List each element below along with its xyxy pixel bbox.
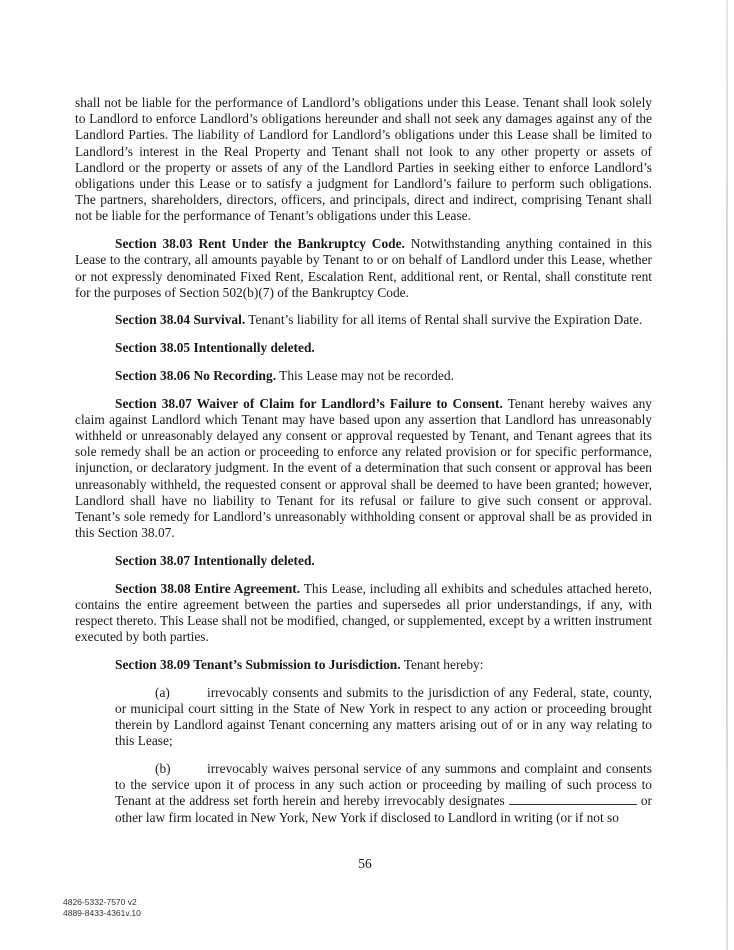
section-38-04 — [75, 312, 652, 328]
clause-body-continued: or other law firm located in New York, New York if disclosed to Landlord in writing (or if not so — [115, 793, 652, 825]
clause-body: irrevocably waives personal service of any summons and complaint and consents to the service upon it of process in any such action or proceeding by mailing of such process to Tenant at the address set forth herein and hereby irrevocably designates — [115, 760, 652, 809]
section-heading: Section 38.07 Intentionally deleted. — [115, 552, 315, 568]
section-heading: Section 38.05 Intentionally deleted. — [115, 340, 315, 356]
doc-id: 4889-8433-4361v.10 — [63, 908, 141, 918]
section-38-03 — [75, 236, 652, 301]
section-body: This Lease, including all exhibits and schedules attached hereto, contains the entire agreement between the parties and supersedes all prior understandings, if any, with respect thereto. This Lease shall not be modified, changed, or supplemented, except by a written instrument executed by both parties. — [75, 580, 652, 645]
section-38-05 — [75, 340, 652, 356]
section-body: Tenant hereby: — [400, 656, 484, 672]
page-number: 56 — [358, 856, 372, 871]
section-body: Notwithstanding anything contained in this Lease to the contrary, all amounts payable by Tenant to or on behalf of Landlord under this Lease, whether or not expressly denominated Fixed Rent, Escalation Rent, additional rent, or Rental, shall constitute rent for the purposes of Section 502(b)(7) of the Bankruptcy Code. — [75, 236, 652, 300]
blank-line — [509, 793, 637, 805]
clause-a — [115, 685, 652, 750]
section-body: Tenant’s liability for all items of Rental shall survive the Expiration Date. — [245, 312, 643, 328]
paragraph-continuation: shall not be liable for the performance of Landlord’s obligations under this Lease. Tenant shall look solely to Landlord to enforce Landlord’s obligations hereunder and shall not seek any damages against any of the Landlord Parties. The liability of Landlord for Landlord’s obligations under this Lease shall be limited to Landlord’s interest in the Real Property and Tenant shall not look to any other property or assets of Landlord or the property or assets of any of the Landlord Parties in seeking either to enforce Landlord’s obligations under this Lease or to satisfy a judgment for Landlord’s failure to perform such obligations. The partners, shareholders, directors, officers, and principals, direct and indirect, comprising Tenant shall not be liable for the performance of Tenant’s obligations under this Lease. — [75, 95, 652, 224]
section-heading: Section 38.04 Survival. — [115, 312, 246, 328]
section-heading: Section 38.06 No Recording. — [115, 367, 277, 383]
section-heading: Section 38.03 Rent Under the Bankruptcy Code. — [115, 236, 405, 252]
scan-edge — [726, 0, 728, 950]
section-38-08 — [75, 581, 652, 646]
clause-label: (b) — [155, 760, 171, 776]
section-38-06 — [75, 368, 652, 384]
document-body — [75, 95, 652, 837]
clause-label: (a) — [155, 684, 170, 700]
document-ids — [63, 897, 141, 919]
section-heading: Section 38.08 Entire Agreement. — [115, 580, 301, 596]
section-38-07-waiver — [75, 396, 652, 542]
section-heading: Section 38.07 Waiver of Claim for Landlord’s Failure to Consent. — [115, 395, 503, 411]
section-body: This Lease may not be recorded. — [276, 367, 454, 383]
clause-b — [115, 761, 652, 826]
section-body: Tenant hereby waives any claim against Landlord which Tenant may have based upon any assertion that Landlord has unreasonably withheld or unreasonably delayed any consent or approval requested by Tenant, and Tenant agrees that its sole remedy shall be an action or proceeding to enforce any related provision or for specific performance, injunction, or declaratory judgment. In the event of a determination that such consent or approval has been unreasonably withheld, the requested consent or approval shall be deemed to have been granted; however, Landlord shall have no liability to Tenant for its refusal or failure to give such consent or approval. Tenant’s sole remedy for Landlord’s unreasonably withholding consent or approval shall be as provided in this Section 38.07. — [75, 395, 652, 541]
section-38-07-deleted — [75, 553, 652, 569]
section-38-09 — [75, 657, 652, 673]
doc-id: 4826-5332-7570 v2 — [63, 897, 137, 907]
section-heading: Section 38.09 Tenant’s Submission to Jurisdiction. — [115, 656, 401, 672]
clause-body: irrevocably consents and submits to the jurisdiction of any Federal, state, county, or municipal court sitting in the State of New York in respect to any action or proceeding brought therein by Landlord against Tenant concerning any matters arising out of or in any way relating to this Lease; — [115, 684, 652, 749]
